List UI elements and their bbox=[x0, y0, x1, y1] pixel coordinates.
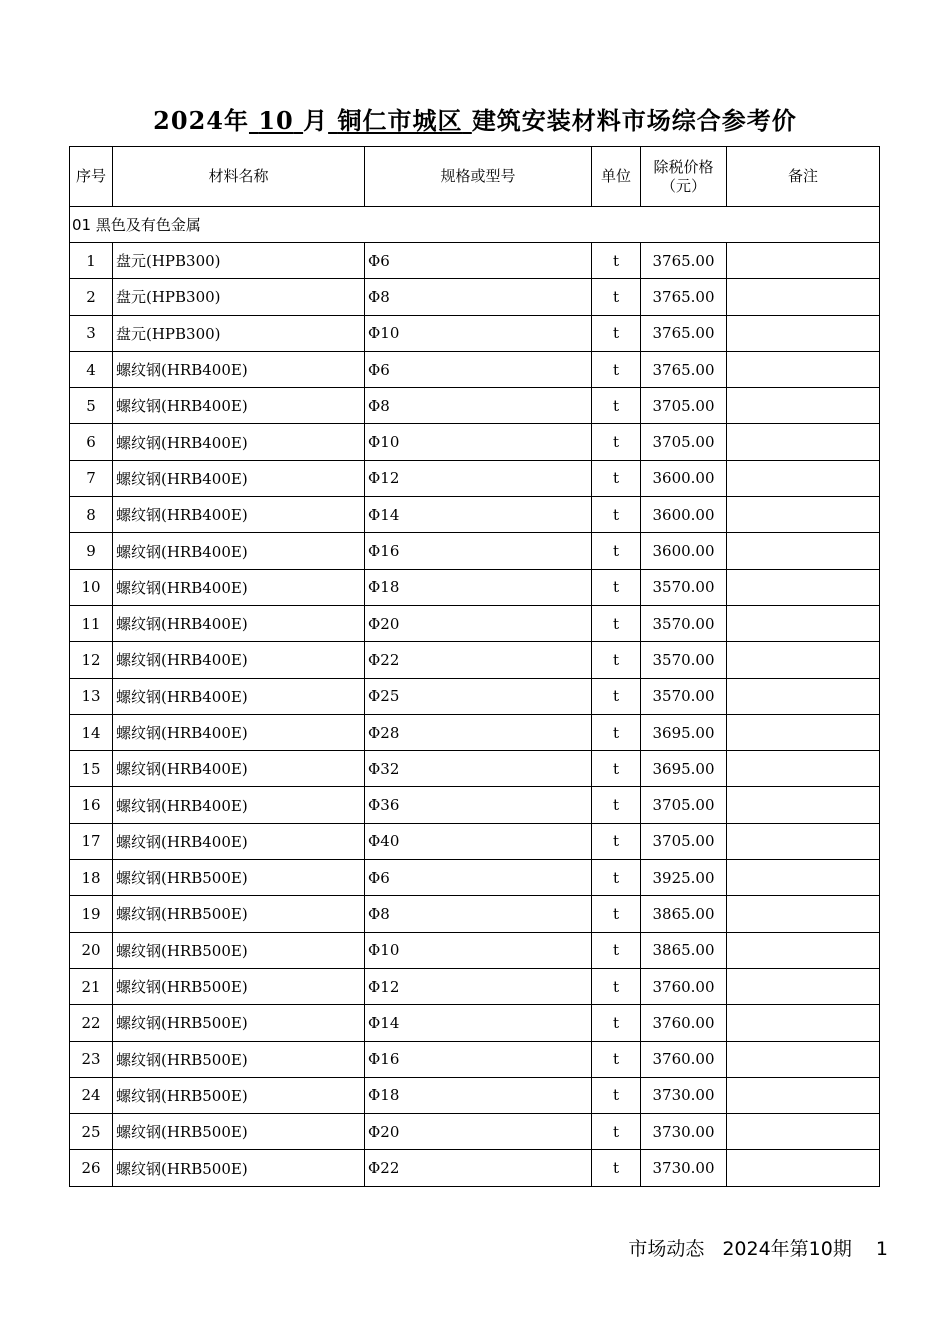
table-row bbox=[70, 968, 880, 1004]
row-price: 3705.00 bbox=[641, 424, 727, 460]
row-spec: Φ8 bbox=[365, 388, 592, 424]
row-spec: Φ6 bbox=[365, 243, 592, 279]
row-price: 3600.00 bbox=[641, 533, 727, 569]
row-spec: Φ10 bbox=[365, 315, 592, 351]
table-row bbox=[70, 1114, 880, 1150]
row-spec: Φ14 bbox=[365, 497, 592, 533]
row-material-name: 螺纹钢(HRB400E) bbox=[113, 497, 365, 533]
table-row bbox=[70, 1150, 880, 1186]
table-row bbox=[70, 932, 880, 968]
table-row bbox=[70, 497, 880, 533]
price-table bbox=[69, 146, 880, 1187]
title-month-unit: 月 bbox=[303, 106, 329, 135]
row-note bbox=[727, 932, 880, 968]
row-spec: Φ8 bbox=[365, 896, 592, 932]
row-spec: Φ6 bbox=[365, 351, 592, 387]
row-material-name: 盘元(HPB300) bbox=[113, 315, 365, 351]
row-spec: Φ12 bbox=[365, 460, 592, 496]
row-index: 24 bbox=[70, 1077, 113, 1113]
row-spec: Φ6 bbox=[365, 860, 592, 896]
row-price: 3695.00 bbox=[641, 714, 727, 750]
row-index: 12 bbox=[70, 642, 113, 678]
category-label: 01 黑色及有色金属 bbox=[70, 207, 880, 243]
row-note bbox=[727, 315, 880, 351]
row-unit: t bbox=[592, 424, 641, 460]
category-row bbox=[70, 207, 880, 243]
table-row bbox=[70, 714, 880, 750]
row-spec: Φ14 bbox=[365, 1005, 592, 1041]
row-note bbox=[727, 351, 880, 387]
table-row bbox=[70, 605, 880, 641]
row-index: 21 bbox=[70, 968, 113, 1004]
row-price: 3760.00 bbox=[641, 1041, 727, 1077]
row-note bbox=[727, 605, 880, 641]
table-header-row bbox=[70, 147, 880, 207]
row-note bbox=[727, 714, 880, 750]
row-price: 3570.00 bbox=[641, 605, 727, 641]
row-index: 11 bbox=[70, 605, 113, 641]
row-index: 16 bbox=[70, 787, 113, 823]
row-index: 23 bbox=[70, 1041, 113, 1077]
header-name: 材料名称 bbox=[113, 147, 365, 207]
row-note bbox=[727, 424, 880, 460]
row-note bbox=[727, 243, 880, 279]
row-material-name: 螺纹钢(HRB500E) bbox=[113, 932, 365, 968]
row-spec: Φ10 bbox=[365, 932, 592, 968]
row-material-name: 螺纹钢(HRB500E) bbox=[113, 1041, 365, 1077]
row-index: 2 bbox=[70, 279, 113, 315]
row-spec: Φ22 bbox=[365, 1150, 592, 1186]
header-price-line1: 除税价格 bbox=[653, 157, 714, 176]
row-index: 15 bbox=[70, 751, 113, 787]
row-note bbox=[727, 460, 880, 496]
row-spec: Φ16 bbox=[365, 533, 592, 569]
row-price: 3705.00 bbox=[641, 388, 727, 424]
row-spec: Φ40 bbox=[365, 823, 592, 859]
row-price: 3570.00 bbox=[641, 678, 727, 714]
title-rest: 建筑安装材料市场综合参考价 bbox=[471, 106, 797, 135]
row-unit: t bbox=[592, 714, 641, 750]
row-note bbox=[727, 569, 880, 605]
row-unit: t bbox=[592, 896, 641, 932]
row-spec: Φ18 bbox=[365, 569, 592, 605]
row-material-name: 螺纹钢(HRB400E) bbox=[113, 787, 365, 823]
row-price: 3865.00 bbox=[641, 932, 727, 968]
row-price: 3570.00 bbox=[641, 569, 727, 605]
table-row bbox=[70, 315, 880, 351]
row-price: 3600.00 bbox=[641, 497, 727, 533]
row-index: 5 bbox=[70, 388, 113, 424]
row-unit: t bbox=[592, 823, 641, 859]
row-price: 3760.00 bbox=[641, 1005, 727, 1041]
row-spec: Φ20 bbox=[365, 1114, 592, 1150]
row-unit: t bbox=[592, 751, 641, 787]
row-price: 3760.00 bbox=[641, 968, 727, 1004]
row-index: 17 bbox=[70, 823, 113, 859]
row-note bbox=[727, 1150, 880, 1186]
row-note bbox=[727, 968, 880, 1004]
row-unit: t bbox=[592, 388, 641, 424]
row-unit: t bbox=[592, 642, 641, 678]
row-index: 1 bbox=[70, 243, 113, 279]
row-index: 26 bbox=[70, 1150, 113, 1186]
footer-publication: 市场动态 bbox=[628, 1238, 705, 1260]
row-price: 3705.00 bbox=[641, 823, 727, 859]
row-index: 19 bbox=[70, 896, 113, 932]
row-note bbox=[727, 388, 880, 424]
row-price: 3600.00 bbox=[641, 460, 727, 496]
row-unit: t bbox=[592, 678, 641, 714]
row-note bbox=[727, 787, 880, 823]
row-material-name: 螺纹钢(HRB400E) bbox=[113, 605, 365, 641]
row-index: 14 bbox=[70, 714, 113, 750]
row-material-name: 盘元(HPB300) bbox=[113, 243, 365, 279]
row-spec: Φ22 bbox=[365, 642, 592, 678]
row-price: 3695.00 bbox=[641, 751, 727, 787]
row-material-name: 螺纹钢(HRB400E) bbox=[113, 533, 365, 569]
title-month: 10 bbox=[258, 106, 294, 135]
row-spec: Φ20 bbox=[365, 605, 592, 641]
table-row bbox=[70, 1041, 880, 1077]
header-note: 备注 bbox=[727, 147, 880, 207]
table-row bbox=[70, 388, 880, 424]
header-unit: 单位 bbox=[592, 147, 641, 207]
row-spec: Φ16 bbox=[365, 1041, 592, 1077]
row-index: 25 bbox=[70, 1114, 113, 1150]
page-title bbox=[0, 101, 950, 136]
row-note bbox=[727, 751, 880, 787]
row-note bbox=[727, 1114, 880, 1150]
header-price-line2: （元） bbox=[660, 176, 706, 195]
table-row bbox=[70, 279, 880, 315]
row-material-name: 螺纹钢(HRB400E) bbox=[113, 569, 365, 605]
table-row bbox=[70, 424, 880, 460]
table-row bbox=[70, 642, 880, 678]
row-note bbox=[727, 642, 880, 678]
table-row bbox=[70, 569, 880, 605]
row-unit: t bbox=[592, 279, 641, 315]
page-footer bbox=[628, 1234, 888, 1261]
row-unit: t bbox=[592, 533, 641, 569]
row-price: 3730.00 bbox=[641, 1077, 727, 1113]
row-note bbox=[727, 860, 880, 896]
row-note bbox=[727, 678, 880, 714]
table-row bbox=[70, 787, 880, 823]
row-spec: Φ12 bbox=[365, 968, 592, 1004]
table-row bbox=[70, 751, 880, 787]
row-price: 3765.00 bbox=[641, 351, 727, 387]
row-price: 3705.00 bbox=[641, 787, 727, 823]
row-material-name: 盘元(HPB300) bbox=[113, 279, 365, 315]
table-row bbox=[70, 1005, 880, 1041]
row-material-name: 螺纹钢(HRB500E) bbox=[113, 860, 365, 896]
row-spec: Φ18 bbox=[365, 1077, 592, 1113]
row-price: 3570.00 bbox=[641, 642, 727, 678]
row-index: 10 bbox=[70, 569, 113, 605]
row-material-name: 螺纹钢(HRB400E) bbox=[113, 823, 365, 859]
row-material-name: 螺纹钢(HRB500E) bbox=[113, 968, 365, 1004]
row-material-name: 螺纹钢(HRB500E) bbox=[113, 1114, 365, 1150]
row-unit: t bbox=[592, 1150, 641, 1186]
footer-issue: 2024年第10期 bbox=[722, 1238, 852, 1260]
table-row bbox=[70, 896, 880, 932]
row-note bbox=[727, 279, 880, 315]
row-spec: Φ36 bbox=[365, 787, 592, 823]
table-row bbox=[70, 678, 880, 714]
row-unit: t bbox=[592, 1041, 641, 1077]
row-price: 3925.00 bbox=[641, 860, 727, 896]
row-spec: Φ32 bbox=[365, 751, 592, 787]
row-price: 3865.00 bbox=[641, 896, 727, 932]
row-price: 3765.00 bbox=[641, 279, 727, 315]
row-unit: t bbox=[592, 860, 641, 896]
row-index: 7 bbox=[70, 460, 113, 496]
header-spec: 规格或型号 bbox=[365, 147, 592, 207]
row-spec: Φ8 bbox=[365, 279, 592, 315]
table-row bbox=[70, 1077, 880, 1113]
row-price: 3730.00 bbox=[641, 1114, 727, 1150]
title-year: 2024年 bbox=[153, 106, 249, 135]
row-price: 3730.00 bbox=[641, 1150, 727, 1186]
row-index: 6 bbox=[70, 424, 113, 460]
row-note bbox=[727, 823, 880, 859]
row-material-name: 螺纹钢(HRB400E) bbox=[113, 642, 365, 678]
row-index: 18 bbox=[70, 860, 113, 896]
row-unit: t bbox=[592, 787, 641, 823]
row-material-name: 螺纹钢(HRB400E) bbox=[113, 351, 365, 387]
row-material-name: 螺纹钢(HRB400E) bbox=[113, 751, 365, 787]
row-note bbox=[727, 1077, 880, 1113]
row-unit: t bbox=[592, 569, 641, 605]
row-unit: t bbox=[592, 460, 641, 496]
row-unit: t bbox=[592, 968, 641, 1004]
header-price bbox=[641, 147, 727, 207]
row-material-name: 螺纹钢(HRB400E) bbox=[113, 460, 365, 496]
row-index: 3 bbox=[70, 315, 113, 351]
row-index: 9 bbox=[70, 533, 113, 569]
row-spec: Φ25 bbox=[365, 678, 592, 714]
row-index: 4 bbox=[70, 351, 113, 387]
row-unit: t bbox=[592, 605, 641, 641]
title-city: 铜仁市城区 bbox=[337, 106, 463, 135]
row-material-name: 螺纹钢(HRB400E) bbox=[113, 388, 365, 424]
row-unit: t bbox=[592, 932, 641, 968]
row-material-name: 螺纹钢(HRB500E) bbox=[113, 1005, 365, 1041]
table-row bbox=[70, 823, 880, 859]
row-unit: t bbox=[592, 1077, 641, 1113]
row-unit: t bbox=[592, 497, 641, 533]
row-index: 22 bbox=[70, 1005, 113, 1041]
footer-page-number: 1 bbox=[875, 1238, 888, 1260]
table-row bbox=[70, 351, 880, 387]
row-note bbox=[727, 1005, 880, 1041]
header-index: 序号 bbox=[70, 147, 113, 207]
row-material-name: 螺纹钢(HRB400E) bbox=[113, 714, 365, 750]
row-index: 13 bbox=[70, 678, 113, 714]
row-note bbox=[727, 1041, 880, 1077]
row-price: 3765.00 bbox=[641, 243, 727, 279]
row-note bbox=[727, 896, 880, 932]
row-spec: Φ28 bbox=[365, 714, 592, 750]
row-spec: Φ10 bbox=[365, 424, 592, 460]
table-row bbox=[70, 860, 880, 896]
row-index: 20 bbox=[70, 932, 113, 968]
row-index: 8 bbox=[70, 497, 113, 533]
row-material-name: 螺纹钢(HRB500E) bbox=[113, 896, 365, 932]
table-row bbox=[70, 243, 880, 279]
row-unit: t bbox=[592, 243, 641, 279]
table-row bbox=[70, 533, 880, 569]
row-unit: t bbox=[592, 351, 641, 387]
row-material-name: 螺纹钢(HRB400E) bbox=[113, 424, 365, 460]
row-note bbox=[727, 497, 880, 533]
row-material-name: 螺纹钢(HRB500E) bbox=[113, 1150, 365, 1186]
row-material-name: 螺纹钢(HRB400E) bbox=[113, 678, 365, 714]
row-note bbox=[727, 533, 880, 569]
table-row bbox=[70, 460, 880, 496]
row-material-name: 螺纹钢(HRB500E) bbox=[113, 1077, 365, 1113]
row-price: 3765.00 bbox=[641, 315, 727, 351]
row-unit: t bbox=[592, 1114, 641, 1150]
row-unit: t bbox=[592, 1005, 641, 1041]
row-unit: t bbox=[592, 315, 641, 351]
